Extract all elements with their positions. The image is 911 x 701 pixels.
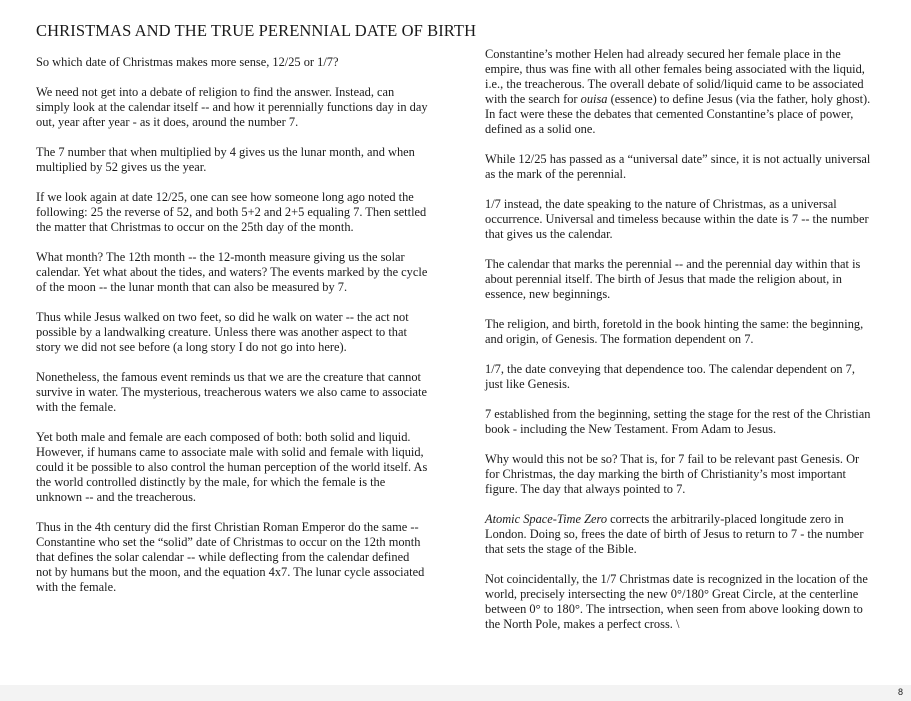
- text-run: Constantine’s mother Helen had already secured her female place in the empire, thus was fine with all other females being associated with the liquid, i.e., the treacherous. The overall debate of solid/liquid came to be associated with the search for: [485, 47, 865, 106]
- page-title: CHRISTMAS AND THE TRUE PERENNIAL DATE OF BIRTH: [36, 21, 477, 40]
- paragraph: The religion, and birth, foretold in the book hinting the same: the beginning, and origin, of Genesis. The formation dependent on 7.: [485, 317, 864, 346]
- paragraph: What month? The 12th month -- the 12-month measure giving us the solar calendar. Yet what about the tides, and waters? The events marked by the cycle of the moon -- the lunar month that can also be measured by 7.: [36, 250, 428, 294]
- paragraph: Not coincidentally, the 1/7 Christmas date is recognized in the location of the world, precisely intersecting the new 0°/180° Great Circle, at the centerline between 0° to 180°. The intrsection, when seen from above looking down to the North Pole, makes a perfect cross. \: [485, 572, 868, 631]
- paragraph: So which date of Christmas makes more sense, 12/25 or 1/7?: [36, 55, 339, 69]
- paragraph: Thus while Jesus walked on two feet, so did he walk on water -- the act not possible by a landwalking creature. Unless there was another aspect to that story we did not see before (a long story I do not go into here).: [36, 310, 409, 354]
- text-run: corrects the arbitrarily-placed longitude zero in London. Doing so, frees the date of birth of Jesus to return to 7 - the number that sets the stage of the Bible.: [485, 512, 864, 556]
- paragraph: 1/7, the date conveying that dependence too. The calendar dependent on 7, just like Genesis.: [485, 362, 855, 391]
- paragraph: Nonetheless, the famous event reminds us that we are the creature that cannot survive in water. The mysterious, treacherous waters we also came to associate with the female.: [36, 370, 427, 414]
- paragraph: 1/7 instead, the date speaking to the nature of Christmas, as a universal occurrence. Universal and timeless because within the date is 7 -- the number that gives us the calendar.: [485, 197, 869, 241]
- paragraph: 7 established from the beginning, setting the stage for the rest of the Christian book - including the New Testament. From Adam to Jesus.: [485, 407, 871, 436]
- paragraph: [485, 512, 875, 557]
- paragraph: [485, 47, 875, 137]
- italic-term: ouisa: [580, 92, 608, 106]
- text-run: (essence) to define Jesus (via the father, holy ghost). In fact were these the debates that cemented Constantine’s place of power, defined as a solid one.: [485, 92, 871, 136]
- page-number: 8: [897, 687, 903, 697]
- paragraph: The 7 number that when multiplied by 4 gives us the lunar month, and when multiplied by 52 gives us the year.: [36, 145, 415, 174]
- paragraph: While 12/25 has passed as a “universal date” since, it is not actually universal as the mark of the perennial.: [485, 152, 871, 181]
- paragraph: If we look again at date 12/25, one can see how someone long ago noted the following: 25 the reverse of 52, and both 5+2 and 2+5 equaling 7. Then settled the matter that Christmas to occur on the 25th day of the month.: [36, 190, 427, 234]
- paragraph: Yet both male and female are each composed of both: both solid and liquid. However, if humans came to associate male with solid and female with liquid, could it be possible to also control the human perception of the world itself. As the world controlled distinctly by the male, for which the female is the unknown -- and the treacherous.: [36, 430, 428, 504]
- paragraph: The calendar that marks the perennial -- and the perennial day within that is about perennial itself. The birth of Jesus that made the religion about, in essence, new beginnings.: [485, 257, 861, 301]
- right-column: [485, 47, 875, 647]
- left-column: [36, 55, 428, 610]
- italic-term: Atomic Space-Time Zero: [485, 512, 608, 526]
- paragraph: Why would this not be so? That is, for 7 fail to be relevant past Genesis. Or for Christmas, the day marking the birth of Christianity’s most important figure. The day that always pointed to 7.: [485, 452, 860, 496]
- paragraph: Thus in the 4th century did the first Christian Roman Emperor do the same -- Constantine who set the “solid” date of Christmas to occur on the 12th month that defines the solar calendar -- while deflecting from the calendar defined not by humans but the moon, and the equation 4x7. The lunar cycle associated with the female.: [36, 520, 425, 594]
- paragraph: We need not get into a debate of religion to find the answer. Instead, can simply look at the calendar itself -- and how it perennially functions day in day out, year after year - as it does, around the number 7.: [36, 85, 428, 129]
